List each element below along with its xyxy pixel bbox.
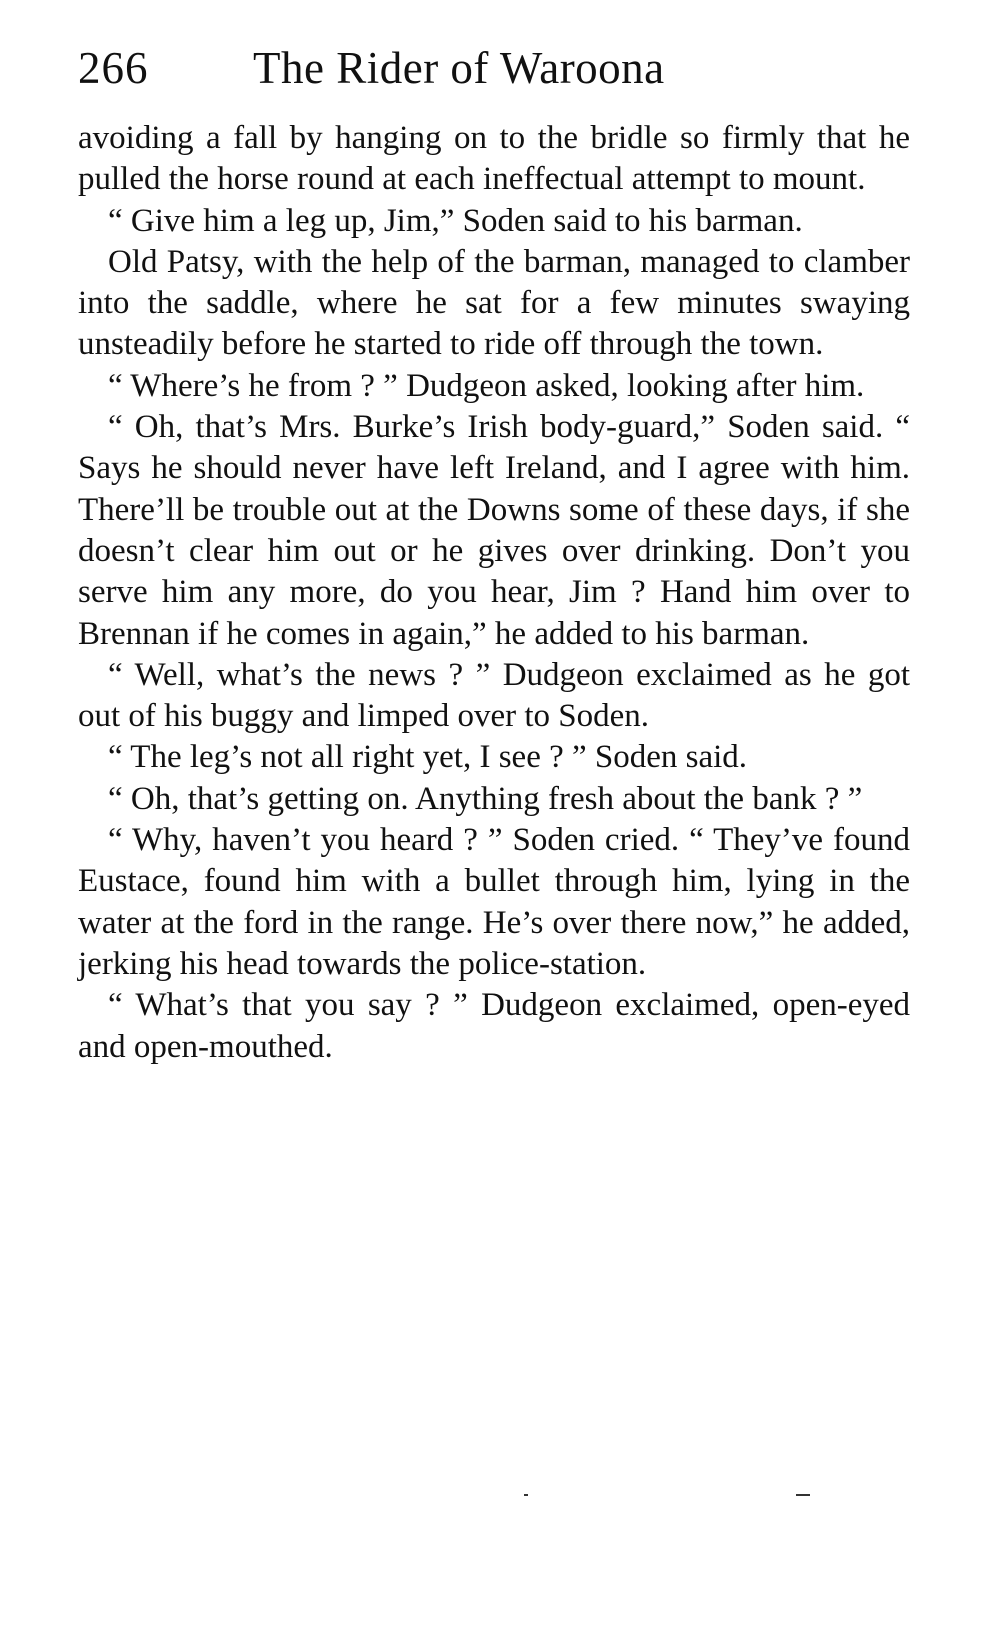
- paragraph: “ Oh, that’s Mrs. Burke’s Irish body-guard,” Soden said. “ Says he should never have left Ireland, and I agree with him. There’ll be trouble out at the Downs some of these days, if she doesn’t clear him out or he gives over drinking. Don’t you serve him any more, do you hear, Jim ? Hand him over to Brennan if he comes in again,” he added to his barman.: [78, 409, 910, 652]
- running-title: The Rider of Waroona: [253, 43, 665, 93]
- paragraph: “ The leg’s not all right yet, I see ? ” Soden said.: [108, 739, 748, 776]
- paragraph: “ Well, what’s the news ? ” Dudgeon exclaimed as he got out of his buggy and limped over to Soden.: [78, 656, 910, 735]
- paragraph: “ Oh, that’s getting on. Anything fresh about the bank ? ”: [108, 780, 863, 817]
- page-number: 266: [78, 43, 149, 93]
- scan-speck: [796, 1494, 810, 1496]
- paragraph: Old Patsy, with the help of the barman, managed to clamber into the saddle, where he sat for a few minutes swaying unsteadily before he started to ride off through the town.: [78, 243, 910, 363]
- paragraph: “ Why, haven’t you heard ? ” Soden cried. “ They’ve found Eustace, found him with a bullet through him, lying in the water at the ford in the range. He’s over there now,” he added, jerking his head towards the police-station.: [78, 822, 910, 982]
- paragraph: “ Where’s he from ? ” Dudgeon asked, looking after him.: [108, 367, 865, 404]
- page-header: [78, 42, 910, 112]
- paragraph: “ What’s that you say ? ” Dudgeon exclaimed, open-eyed and open-mouthed.: [78, 987, 910, 1065]
- paragraph: “ Give him a leg up, Jim,” Soden said to his barman.: [108, 202, 803, 239]
- book-page: [78, 42, 910, 1068]
- paragraph: avoiding a fall by hanging on to the bridle so firmly that he pulled the horse round at each ineffectual attempt to mount.: [78, 120, 910, 198]
- scan-speck: [524, 1494, 528, 1496]
- body-text: [78, 118, 910, 1068]
